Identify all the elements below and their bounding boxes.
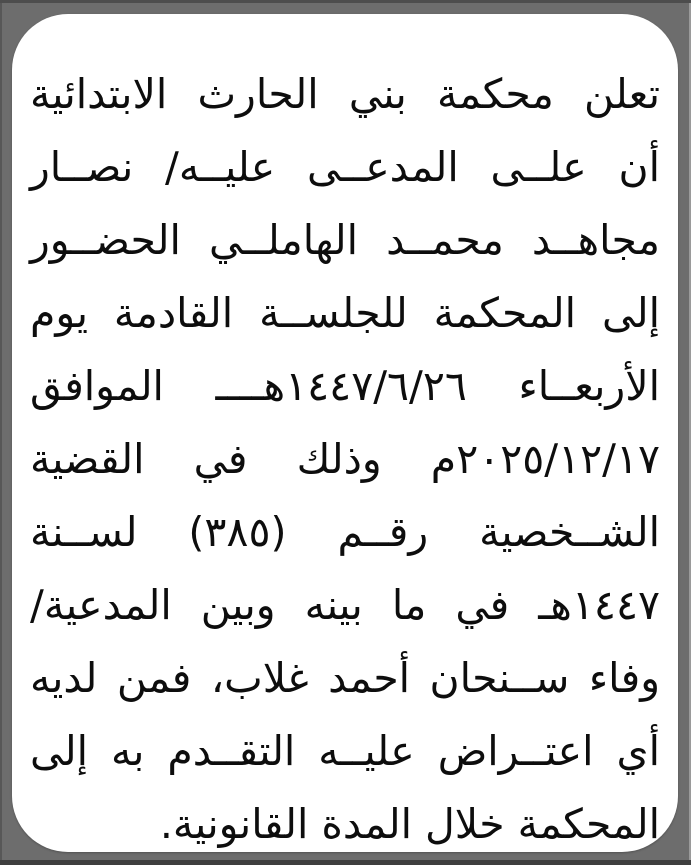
text-line-4: إلى المحكمة للجلســة القادمة يوم: [30, 289, 660, 337]
announcement-text: [30, 58, 660, 861]
text-line-9: وفاء ســنحان أحمد غلاب، فمن لديه: [30, 654, 660, 702]
text-line-11: المحكمة خلال المدة القانونية.: [159, 800, 660, 848]
text-line-8: ١٤٤٧هـ في ما بينه وبين المدعية/: [30, 581, 660, 629]
text-line-6: ٢٠٢٥/١٢/١٧م وذلك في القضية: [30, 435, 660, 483]
text-line-2: أن علــى المدعــى عليــه/ نصــار: [30, 143, 660, 191]
text-line-7: الشــخصية رقــم (٣٨٥) لســنة: [30, 508, 660, 556]
text-line-5: الأربعــاء ١٤٤٧/٦/٢٦هــــ الموافق: [30, 362, 660, 410]
text-line-3: مجاهــد محمــد الهاملــي الحضــور: [30, 216, 660, 264]
text-line-10: أي اعتــراض عليــه التقــدم به إلى: [30, 727, 660, 775]
text-line-1: تعلن محكمة بني الحارث الابتدائية: [30, 70, 660, 118]
announcement-card: [12, 14, 678, 852]
